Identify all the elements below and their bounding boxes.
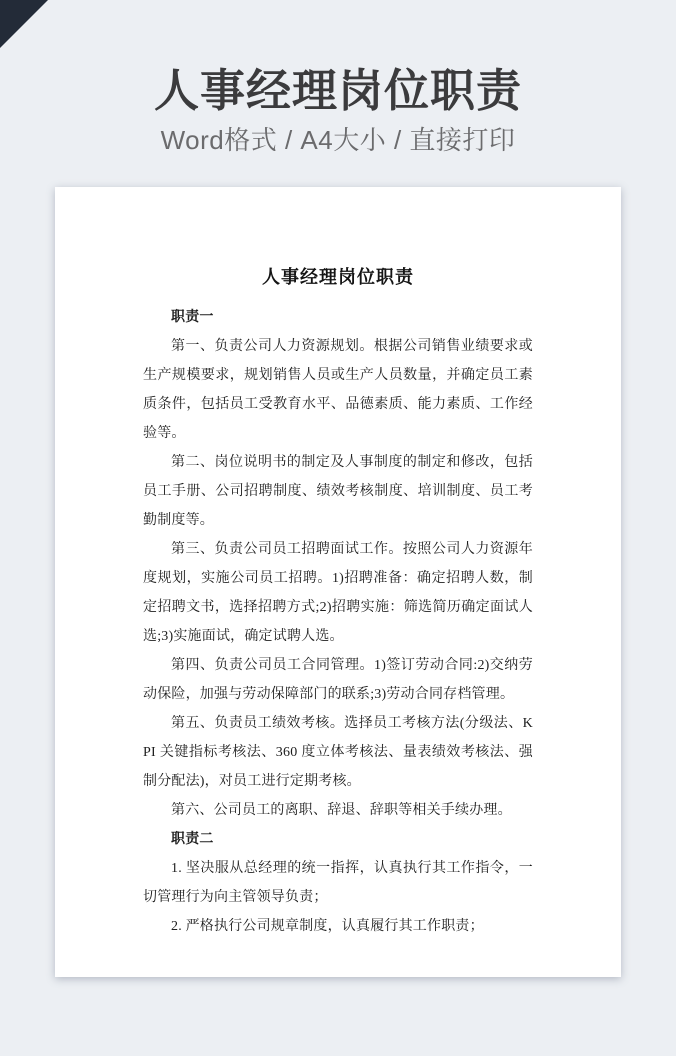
document-paragraph: 1. 坚决服从总经理的统一指挥，认真执行其工作指令，一切管理行为向主管领导负责； [143,861,533,905]
document-title: 人事经理岗位职责 [262,267,414,287]
document-paragraph: 第三、负责公司员工招聘面试工作。按照公司人力资源年度规划，实施公司员工招聘。1)招聘准备：确定招聘人数，制定招聘文书，选择招聘方式;2)招聘实施：筛选简历确定面试人选;3)实施面试，确定试聘人选。 [143,542,533,644]
document-paragraph: 2. 严格执行公司规章制度，认真履行其工作职责； [171,919,484,934]
document-paragraph: 第二、岗位说明书的制定及人事制度的制定和修改，包括员工手册、公司招聘制度、绩效考核制度、培训制度、员工考勤制度等。 [143,455,533,528]
banner [0,64,676,156]
document-paragraph: 第四、负责公司员工合同管理。1)签订劳动合同:2)交纳劳动保险，加强与劳动保障部门的联系;3)劳动合同存档管理。 [143,658,533,702]
corner-fold-icon [0,0,48,48]
document-page [55,187,621,977]
document-paragraph: 第五、负责员工绩效考核。选择员工考核方法(分级法、KPI 关键指标考核法、360 度立体考核法、量表绩效考核法、强制分配法)，对员工进行定期考核。 [143,716,533,789]
template-format-subtitle: Word格式 / A4大小 / 直接打印 [160,125,516,155]
section-heading-duty-one: 职责一 [171,310,214,325]
section-heading-duty-two: 职责二 [171,832,214,847]
template-title: 人事经理岗位职责 [153,65,522,116]
document-paragraph: 第一、负责公司人力资源规划。根据公司销售业绩要求或生产规模要求，规划销售人员或生产人员数量，并确定员工素质条件，包括员工受教育水平、品德素质、能力素质、工作经验等。 [143,339,533,441]
document-paragraph: 第六、公司员工的离职、辞退、辞职等相关手续办理。 [171,803,512,818]
